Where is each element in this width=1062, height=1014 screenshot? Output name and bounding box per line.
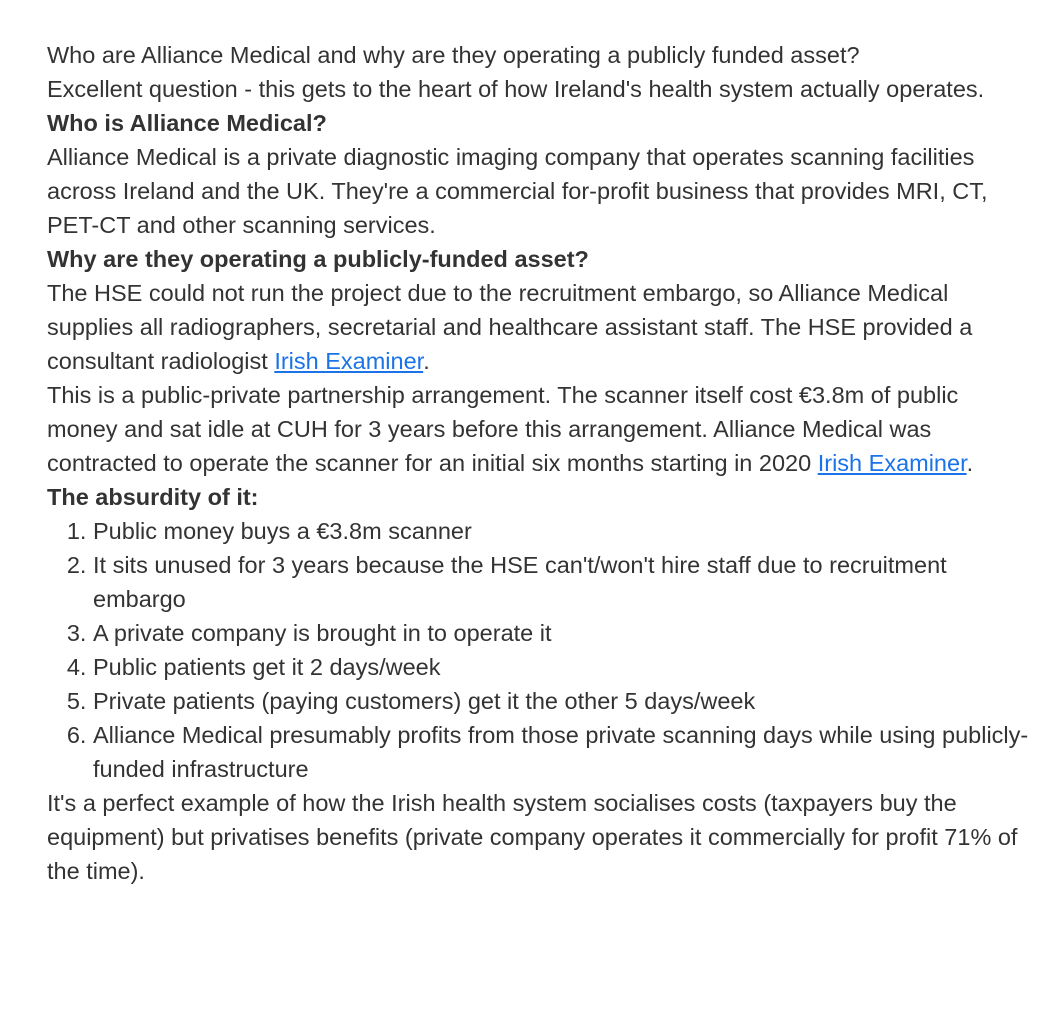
conclusion-paragraph: It's a perfect example of how the Irish health system socialises costs (taxpayers buy the equipment) but privatises benefits (private company operates it commercially for profit 71% of the time). [47, 790, 1018, 884]
why-paragraph-2-text: This is a public-private partnership arrangement. The scanner itself cost €3.8m of public money and sat idle at CUH for 3 years before this arrangement. Alliance Medical was contracted to operate the scanner for an initial six months starting in 2020 [47, 382, 959, 476]
heading-who-is-alliance: Who is Alliance Medical? [47, 110, 327, 136]
irish-examiner-link-2[interactable]: Irish Examiner [817, 450, 967, 476]
list-item: 6. Alliance Medical presumably profits from those private scanning days while using publicly-funded infrastructure [93, 718, 1032, 786]
irish-examiner-link-1[interactable]: Irish Examiner [274, 348, 424, 374]
why-paragraph-1-end: . [423, 348, 430, 374]
why-paragraph-1 [47, 276, 1032, 378]
list-item: 4. Public patients get it 2 days/week [93, 650, 1032, 684]
list-item: 1. Public money buys a €3.8m scanner [93, 514, 1032, 548]
why-paragraph-2-end: . [966, 450, 974, 476]
message-content [47, 38, 1032, 888]
heading-why-operating: Why are they operating a publicly-funded asset? [47, 246, 589, 272]
list-item: 3. A private company is brought in to operate it [93, 616, 1032, 650]
who-body: Alliance Medical is a private diagnostic imaging company that operates scanning facilities across Ireland and the UK. They're a commercial for-profit business that provides MRI, CT, PET-CT and other scanning services. [47, 144, 988, 238]
absurdity-list [47, 514, 1032, 786]
list-item: 2. It sits unused for 3 years because the HSE can't/won't hire staff due to recruitment embargo [93, 548, 1032, 616]
why-paragraph-2 [47, 378, 1032, 480]
answer-opening: Excellent question - this gets to the heart of how Ireland's health system actually operates. [47, 76, 985, 102]
heading-absurdity: The absurdity of it: [47, 484, 259, 510]
question-text: Who are Alliance Medical and why are they operating a publicly funded asset? [47, 42, 860, 68]
list-item: 5. Private patients (paying customers) get it the other 5 days/week [93, 684, 1032, 718]
why-paragraph-1-text: The HSE could not run the project due to the recruitment embargo, so Alliance Medical supplies all radiographers, secretarial and healthcare assistant staff. The HSE provided a consultant radiologist [47, 280, 973, 374]
